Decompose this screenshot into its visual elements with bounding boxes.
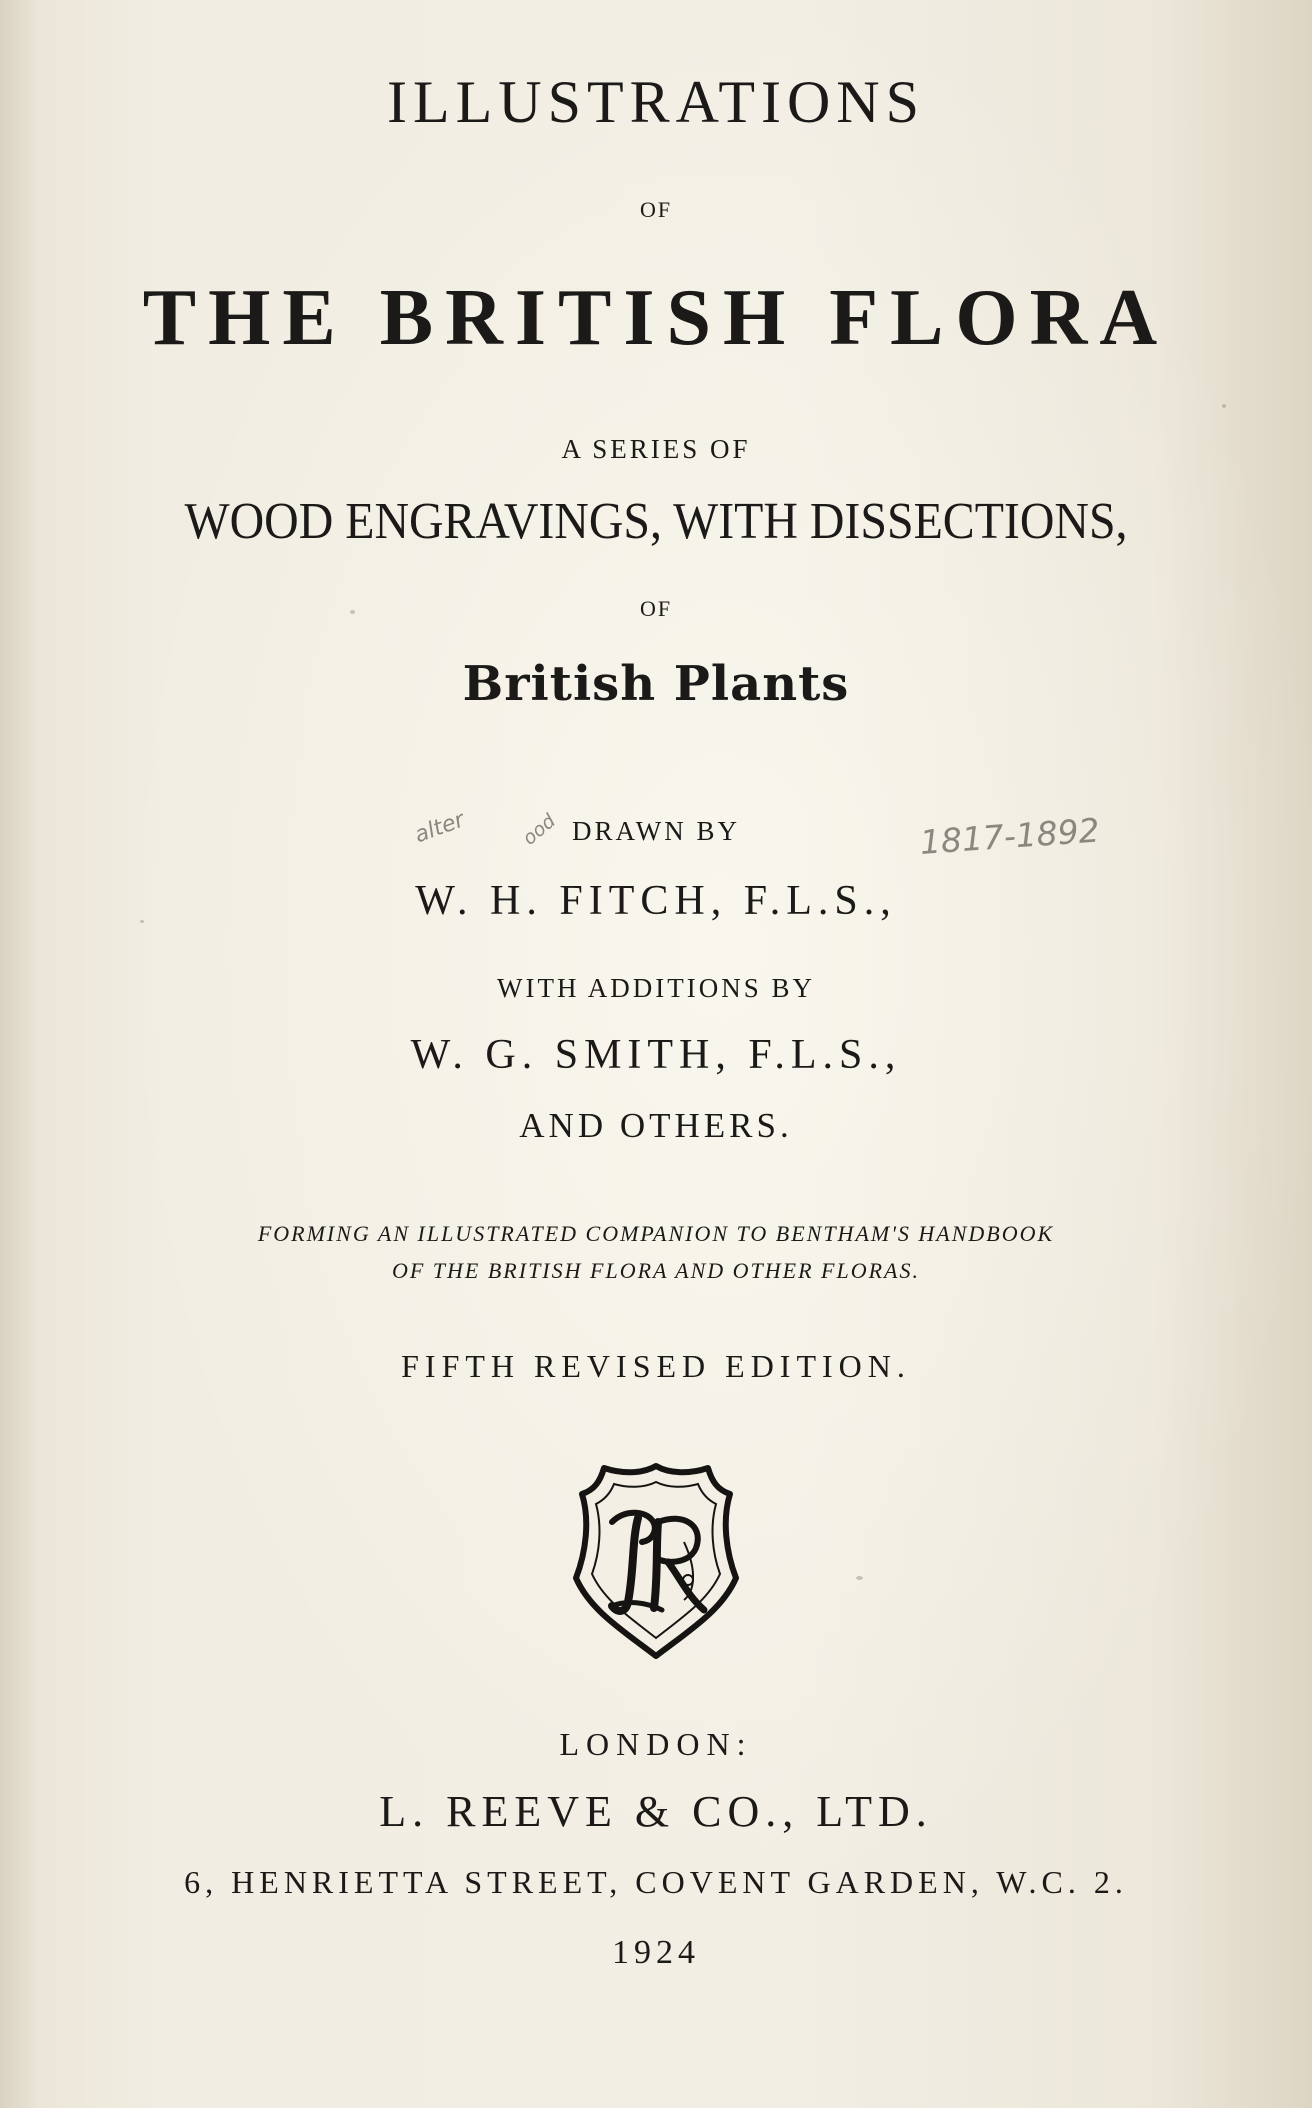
- imprint-publisher: L. REEVE & CO., LTD.: [379, 1787, 933, 1836]
- imprint-year: 1924: [612, 1934, 700, 1971]
- paper-speck: [1222, 404, 1226, 408]
- contributor-name: W. G. SMITH, F.L.S.,: [410, 1032, 902, 1078]
- subtitle-engravings: WOOD ENGRAVINGS, WITH DISSECTIONS,: [184, 493, 1128, 550]
- book-title-line-1: ILLUSTRATIONS: [387, 69, 925, 135]
- paper-speck: [856, 1576, 863, 1580]
- edition-statement: FIFTH REVISED EDITION.: [401, 1348, 911, 1384]
- book-title-line-2: THE BRITISH FLORA: [142, 274, 1170, 362]
- paper-speck: [350, 610, 355, 614]
- of-connector-1: OF: [639, 197, 673, 222]
- and-others: AND OTHERS.: [519, 1106, 793, 1145]
- imprint-address: 6, HENRIETTA STREET, COVENT GARDEN, W.C. 2.: [184, 1864, 1128, 1900]
- drawn-by-label: DRAWN BY: [571, 816, 741, 846]
- of-connector-2: OF: [639, 596, 673, 621]
- illustrator-name: W. H. FITCH, F.L.S.,: [415, 878, 897, 924]
- subtitle-british-plants: British Plants: [462, 656, 850, 712]
- handwritten-name-insert-2: ood: [518, 809, 560, 850]
- description-line-1: FORMING AN ILLUSTRATED COMPANION TO BENTHAM'S HANDBOOK: [257, 1221, 1055, 1246]
- handwritten-years-note: 1817-1892: [918, 810, 1101, 862]
- paper-speck: [140, 920, 144, 923]
- description-line-2: OF THE BRITISH FLORA AND OTHER FLORAS.: [391, 1258, 920, 1283]
- additions-label: WITH ADDITIONS BY: [497, 973, 815, 1003]
- handwritten-name-insert-1: alter: [411, 807, 468, 849]
- subtitle-series: A SERIES OF: [561, 434, 751, 464]
- publisher-monogram-shield-icon: [572, 1460, 740, 1662]
- imprint-city: LONDON:: [559, 1726, 753, 1762]
